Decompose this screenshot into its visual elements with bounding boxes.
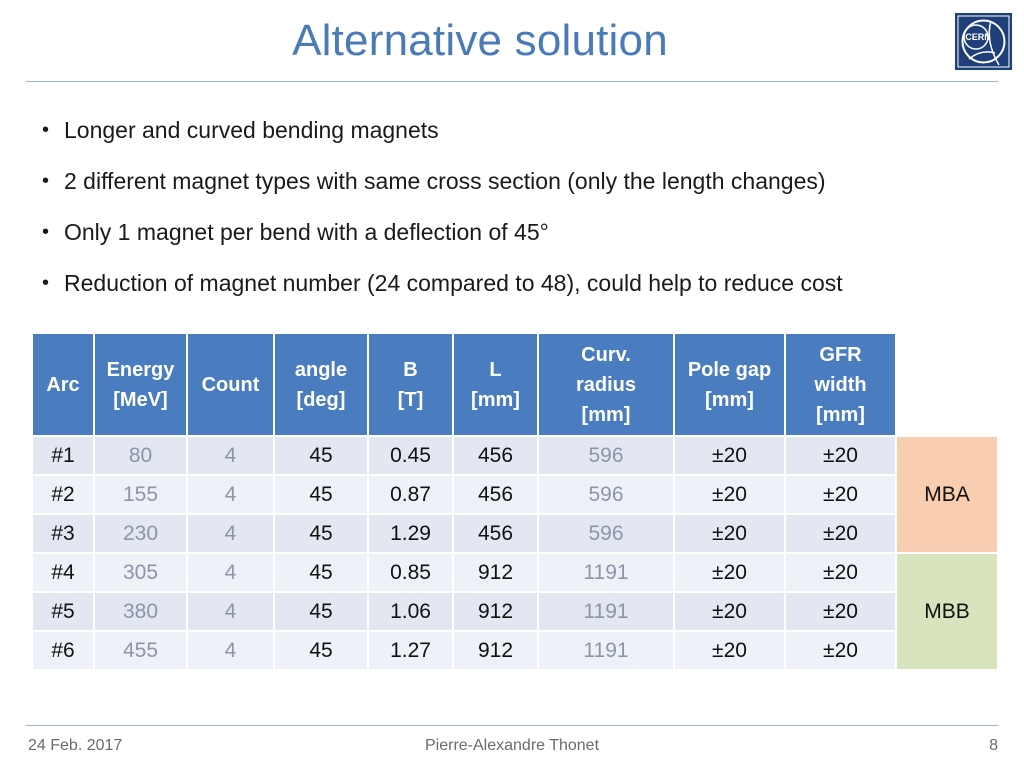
cell-length: 456 xyxy=(453,514,538,553)
header-curvature-radius: Curv. radius [mm] xyxy=(538,333,674,436)
cell-arc: #3 xyxy=(32,514,94,553)
slide-title: Alternative solution xyxy=(292,16,668,65)
cell-pole-gap: ±20 xyxy=(674,592,785,631)
table-row xyxy=(32,436,998,475)
bullet-item xyxy=(42,214,843,265)
header-arc: Arc xyxy=(32,333,94,436)
title-divider xyxy=(26,81,998,82)
cell-energy: 230 xyxy=(94,514,187,553)
header-length: L [mm] xyxy=(453,333,538,436)
cell-length: 912 xyxy=(453,592,538,631)
cell-energy: 80 xyxy=(94,436,187,475)
cell-curvature-radius: 596 xyxy=(538,514,674,553)
cell-count: 4 xyxy=(187,475,274,514)
cell-curvature-radius: 596 xyxy=(538,475,674,514)
cell-length: 456 xyxy=(453,475,538,514)
cell-length: 912 xyxy=(453,631,538,670)
header-count: Count xyxy=(187,333,274,436)
cell-arc: #4 xyxy=(32,553,94,592)
cell-angle: 45 xyxy=(274,514,368,553)
magnet-parameters-table xyxy=(31,332,999,671)
cell-gfr-width: ±20 xyxy=(785,553,896,592)
bullet-text: Reduction of magnet number (24 compared to 48), could help to reduce cost xyxy=(64,270,843,296)
cell-field: 1.27 xyxy=(368,631,453,670)
cell-field: 0.85 xyxy=(368,553,453,592)
cell-gfr-width: ±20 xyxy=(785,436,896,475)
bullet-text: 2 different magnet types with same cross section (only the length changes) xyxy=(64,168,826,194)
bullet-icon: • xyxy=(42,221,50,243)
cell-arc: #6 xyxy=(32,631,94,670)
header-pole-gap: Pole gap [mm] xyxy=(674,333,785,436)
cell-count: 4 xyxy=(187,592,274,631)
cell-count: 4 xyxy=(187,553,274,592)
cell-arc: #5 xyxy=(32,592,94,631)
bullet-icon: • xyxy=(42,119,50,141)
cell-arc: #2 xyxy=(32,475,94,514)
cell-energy: 305 xyxy=(94,553,187,592)
table-row xyxy=(32,592,998,631)
cell-curvature-radius: 596 xyxy=(538,436,674,475)
cell-field: 1.06 xyxy=(368,592,453,631)
cell-angle: 45 xyxy=(274,475,368,514)
table-row xyxy=(32,475,998,514)
cell-angle: 45 xyxy=(274,553,368,592)
cell-arc: #1 xyxy=(32,436,94,475)
cell-gfr-width: ±20 xyxy=(785,475,896,514)
table-header-row xyxy=(32,333,998,436)
cell-length: 456 xyxy=(453,436,538,475)
header-angle: angle [deg] xyxy=(274,333,368,436)
cell-pole-gap: ±20 xyxy=(674,514,785,553)
footer-page-number: 8 xyxy=(989,737,998,754)
header-blank xyxy=(896,333,998,436)
bullet-item xyxy=(42,112,843,163)
bullet-text: Only 1 magnet per bend with a deflection of 45° xyxy=(64,219,549,245)
cell-field: 1.29 xyxy=(368,514,453,553)
cern-logo-text: CERN xyxy=(965,32,991,42)
bullet-list xyxy=(42,112,843,316)
cell-gfr-width: ±20 xyxy=(785,631,896,670)
bullet-item xyxy=(42,163,843,214)
cell-pole-gap: ±20 xyxy=(674,475,785,514)
cell-count: 4 xyxy=(187,514,274,553)
table-row xyxy=(32,514,998,553)
header-gfr-width: GFR width [mm] xyxy=(785,333,896,436)
table-row xyxy=(32,553,998,592)
cell-curvature-radius: 1191 xyxy=(538,553,674,592)
footer-date: 24 Feb. 2017 xyxy=(28,737,123,754)
cell-field: 0.45 xyxy=(368,436,453,475)
bullet-icon: • xyxy=(42,170,50,192)
bullet-icon: • xyxy=(42,272,50,294)
cell-pole-gap: ±20 xyxy=(674,631,785,670)
cell-gfr-width: ±20 xyxy=(785,514,896,553)
cell-curvature-radius: 1191 xyxy=(538,631,674,670)
cell-curvature-radius: 1191 xyxy=(538,592,674,631)
cell-angle: 45 xyxy=(274,631,368,670)
magnet-type-mbb: MBB xyxy=(896,553,998,670)
cell-count: 4 xyxy=(187,436,274,475)
header-energy: Energy [MeV] xyxy=(94,333,187,436)
bullet-item xyxy=(42,265,843,316)
cell-length: 912 xyxy=(453,553,538,592)
cell-energy: 380 xyxy=(94,592,187,631)
cell-angle: 45 xyxy=(274,592,368,631)
cell-gfr-width: ±20 xyxy=(785,592,896,631)
cell-energy: 455 xyxy=(94,631,187,670)
cern-logo-icon xyxy=(955,13,1012,70)
cell-field: 0.87 xyxy=(368,475,453,514)
cell-count: 4 xyxy=(187,631,274,670)
footer-author: Pierre-Alexandre Thonet xyxy=(424,737,600,754)
magnet-type-mba: MBA xyxy=(896,436,998,553)
cell-energy: 155 xyxy=(94,475,187,514)
cell-pole-gap: ±20 xyxy=(674,553,785,592)
bullet-text: Longer and curved bending magnets xyxy=(64,117,439,143)
cell-pole-gap: ±20 xyxy=(674,436,785,475)
footer-divider xyxy=(26,725,998,726)
header-field: B [T] xyxy=(368,333,453,436)
cell-angle: 45 xyxy=(274,436,368,475)
table-row xyxy=(32,631,998,670)
